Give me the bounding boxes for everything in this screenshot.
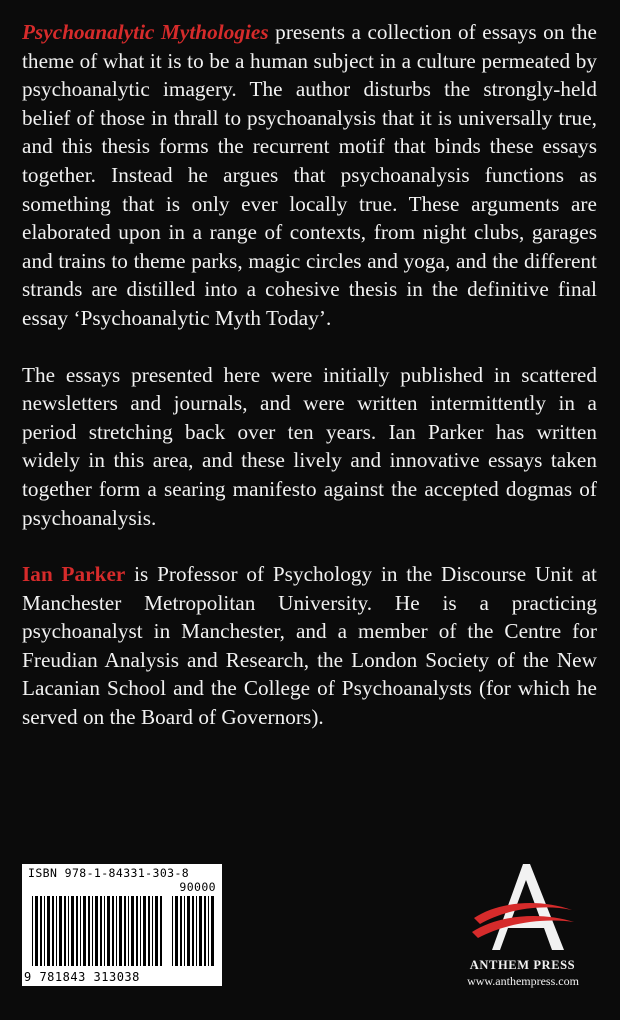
barcode-bar [152, 896, 153, 966]
blurb-paragraph-3 [22, 560, 597, 732]
barcode-bar [160, 896, 162, 966]
barcode-bar [104, 896, 105, 966]
barcode-bar [211, 896, 214, 966]
barcode-bar [208, 896, 209, 966]
barcode-bar [116, 896, 117, 966]
barcode-bar [180, 896, 182, 966]
barcode-bar [136, 896, 138, 966]
price-code: 90000 [179, 880, 216, 894]
barcode-bar [68, 896, 69, 966]
barcode-bar [80, 896, 81, 966]
anthem-press-logo [468, 858, 578, 958]
barcode-bar [88, 896, 90, 966]
barcode-bar [187, 896, 190, 966]
barcode-bar [35, 896, 38, 966]
barcode-bar [128, 896, 129, 966]
barcode-bar [155, 896, 158, 966]
barcode-bar [172, 896, 173, 966]
barcode-bar [196, 896, 197, 966]
barcode-bar [119, 896, 122, 966]
ean-digits: 9 781843 313038 [24, 970, 140, 984]
barcode-bar [64, 896, 66, 966]
ean-barcode-bars [32, 896, 164, 966]
blurb-paragraph-2: The essays presented here were initially published in scattered newsletters and journals, and were written intermittently in a period stretching back over ten years. Ian Parker has written widely in this area, and these lively and innovative essays taken together form a searing manifesto against the accepted dogmas of psychoanalysis. [22, 362, 597, 530]
blurb-paragraph-1-text: presents a collection of essays on the theme of what it is to be a human subject in a culture permeated by psychoanalytic imagery. The author disturbs the strongly-held belief of those in thrall to psychoanalysis that it is universally true, and this thesis forms the recurrent motif that binds these essays together. Instead he argues that psychoanalysis functions as something that is only ever locally true. These arguments are elaborated upon in a range of contexts, from night clubs, garages and trains to theme parks, magic circles and yoga, and the different strands are distilled into a cohesive thesis in the definitive final essay ‘Psychoanalytic Myth Today’. [22, 20, 597, 330]
barcode-bar [143, 896, 146, 966]
barcode-bar [175, 896, 178, 966]
barcode-bar [56, 896, 57, 966]
author-name: Ian Parker [22, 562, 126, 587]
author-bio-text: is Professor of Psychology in the Discourse Unit at Manchester Metropolitan University. He is a practicing psychoanalyst in Manchester, and a member of the Centre for Freudian Analysis and Research, the London Society of the New Lacanian School and the College of Psychoanalysts (for which he served on the Board of Governors). [22, 562, 597, 730]
barcode-bar [100, 896, 102, 966]
publisher-url: www.anthempress.com [467, 974, 579, 988]
barcode-bar [40, 896, 42, 966]
publisher-name: ANTHEM PRESS [469, 958, 576, 972]
barcode-bar [112, 896, 114, 966]
barcode-bar [131, 896, 134, 966]
barcode-bar [184, 896, 185, 966]
barcode-bar [44, 896, 45, 966]
barcode-bar [83, 896, 86, 966]
addon-barcode-bars [172, 896, 216, 966]
barcode-bar [124, 896, 126, 966]
barcode-bar [192, 896, 194, 966]
isbn-label: ISBN 978-1-84331-303-8 [28, 866, 190, 880]
barcode-bar [52, 896, 54, 966]
barcode-bar [148, 896, 150, 966]
barcode-bar [59, 896, 62, 966]
barcode-bar [92, 896, 93, 966]
barcode-bar [47, 896, 50, 966]
barcode-bar [76, 896, 78, 966]
barcode-bar [140, 896, 141, 966]
barcode-bar [32, 896, 33, 966]
barcode-bar [199, 896, 202, 966]
isbn-barcode [22, 864, 222, 986]
back-cover-blurb [22, 18, 597, 760]
book-title: Psychoanalytic Mythologies [22, 20, 269, 44]
barcode-bar [204, 896, 206, 966]
barcode-bar [95, 896, 98, 966]
barcode-bar [71, 896, 74, 966]
barcode-bar [107, 896, 110, 966]
blurb-paragraph-1 [22, 18, 597, 333]
